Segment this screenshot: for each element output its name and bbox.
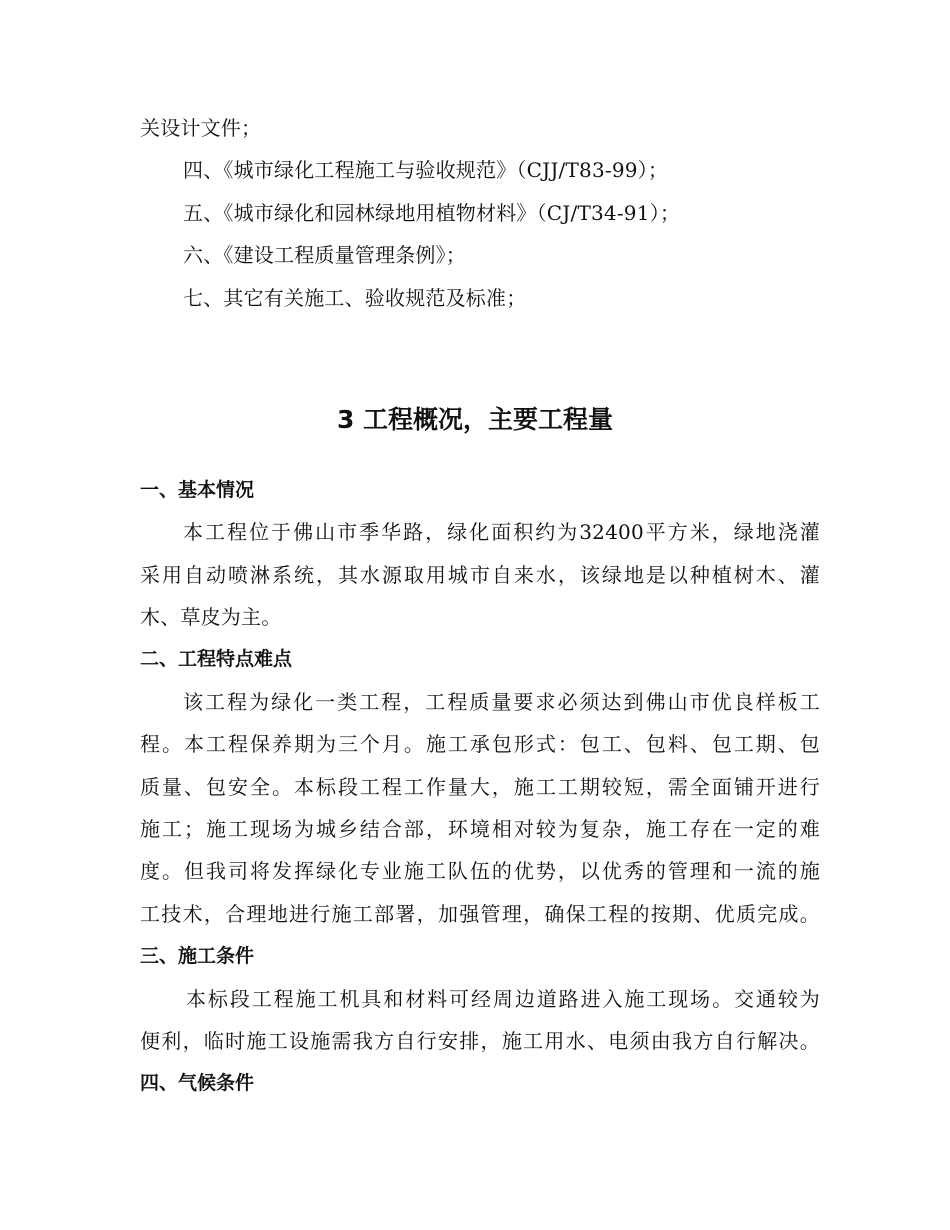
paragraph-line: 便利，临时施工设施需我方自行安排，施工用水、电须由我方自行解决。 [140, 1029, 820, 1053]
subsection-heading-features: 二、工程特点难点 [140, 648, 293, 670]
reference-item-6: 六、《建设工程质量管理条例》； [183, 243, 466, 267]
reference-item-4: 四、《城市绿化工程施工与验收规范》（CJJ/T83-99）； [183, 158, 669, 182]
paragraph-line: 木、草皮为主。 [140, 605, 282, 629]
subsection-heading-basic: 一、基本情况 [140, 479, 255, 501]
paragraph-line: 程。本工程保养期为三个月。施工承包形式：包工、包料、包工期、包 [140, 732, 820, 756]
reference-continuation: 关设计文件； [140, 116, 262, 140]
reference-item-5: 五、《城市绿化和园林绿地用植物材料》（CJ/T34-91）； [183, 201, 681, 225]
paragraph-line: 施工；施工现场为城乡结合部，环境相对较为复杂，施工存在一定的难 [140, 817, 820, 841]
subsection-heading-climate: 四、气候条件 [140, 1072, 255, 1094]
paragraph-line: 工技术，合理地进行施工部署，加强管理，确保工程的按期、优质完成。 [140, 902, 820, 926]
paragraph-line: 质量、包安全。本标段工程工作量大，施工工期较短，需全面铺开进行 [140, 775, 820, 799]
section-title: 3 工程概况，主要工程量 [336, 405, 614, 434]
paragraph-line: 本工程位于佛山市季华路，绿化面积约为32400平方米，绿地浇灌 [183, 520, 820, 544]
paragraph-line: 度。但我司将发挥绿化专业施工队伍的优势，以优秀的管理和一流的施 [140, 859, 820, 883]
subsection-heading-conditions: 三、施工条件 [140, 945, 255, 967]
reference-item-7: 七、其它有关施工、验收规范及标准； [183, 286, 527, 310]
paragraph-line: 本标段工程施工机具和材料可经周边道路进入施工现场。交通较为 [186, 987, 820, 1011]
paragraph-line: 采用自动喷淋系统，其水源取用城市自来水，该绿地是以种植树木、灌 [140, 563, 820, 587]
paragraph-line: 该工程为绿化一类工程，工程质量要求必须达到佛山市优良样板工 [183, 690, 820, 714]
